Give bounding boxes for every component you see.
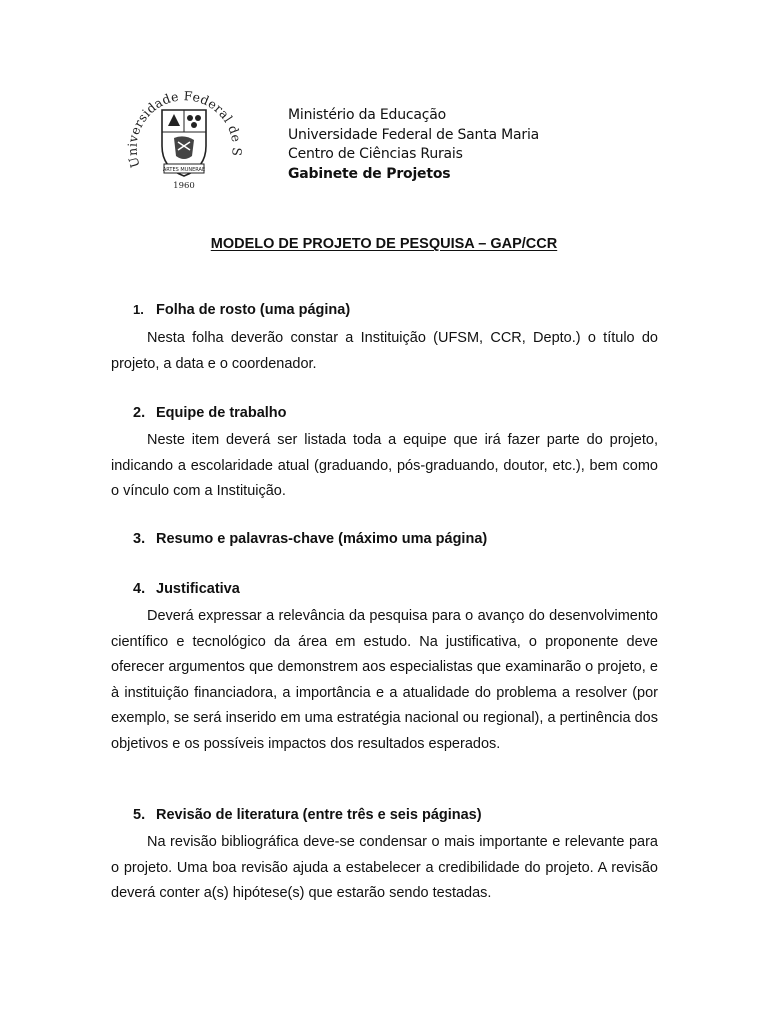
university-seal-logo — [118, 84, 250, 196]
section-3-heading — [133, 531, 487, 547]
section-3-number: 3. — [133, 531, 146, 547]
seal-banner-text: ARTES MUNERAE — [162, 167, 206, 173]
institution-header — [288, 106, 539, 184]
seal-year: 1960 — [173, 181, 195, 191]
section-5-heading — [133, 807, 482, 823]
section-2-title: Equipe de trabalho — [156, 405, 287, 421]
document-title: MODELO DE PROJETO DE PESQUISA – GAP/CCR — [210, 236, 558, 252]
department-line: Gabinete de Projetos — [288, 165, 451, 182]
section-5-number: 5. — [133, 807, 146, 823]
seal-ring-text: Universidade Federal de S — [124, 88, 245, 170]
section-4-title: Justificativa — [156, 581, 240, 597]
section-2-heading — [133, 405, 287, 421]
section-3-title: Resumo e palavras-chave (máximo uma página) — [156, 531, 488, 547]
ministry-line: Ministério da Educação — [288, 107, 447, 123]
section-1-body: Nesta folha deverão constar a Instituição (UFSM, CCR, Depto.) o título do projeto, a data e o coordenador. — [111, 330, 658, 372]
section-1-title: Folha de rosto (uma página) — [156, 302, 351, 318]
section-5-body: Na revisão bibliográfica deve-se condensar o mais importante e relevante para o projeto. Uma boa revisão ajuda a estabelecer a credibilidade do projeto. A revisão deverá conter a(s) hipótese(s) que estarão sendo testadas. — [111, 834, 658, 901]
section-4-body: Deverá expressar a relevância da pesquisa para o avanço do desenvolvimento científico e tecnológico da área em estudo. Na justificativa, o proponente deve oferecer argumentos que demonstrem aos especialistas que examinarão o projeto, e à instituição financiadora, a importância e a atualidade do problema a resolver (por exemplo, se será inserido em uma estratégia nacional ou regional), a pertinência dos objetivos e os possíveis impactos dos resultados esperados. — [111, 608, 658, 752]
section-1-heading — [133, 302, 350, 318]
center-line: Centro de Ciências Rurais — [288, 146, 463, 163]
university-line: Universidade Federal de Santa Maria — [288, 126, 540, 143]
section-2-body: Neste item deverá ser listada toda a equipe que irá fazer parte do projeto, indicando a escolaridade atual (graduando, pós-graduando, doutor, etc.), bem como o vínculo com a Instituição. — [111, 432, 658, 499]
section-2-number: 2. — [133, 405, 146, 421]
section-1-number: 1. — [133, 302, 144, 317]
section-4-heading — [133, 581, 240, 597]
section-5-title: Revisão de literatura (entre três e seis páginas) — [156, 807, 482, 823]
section-4-number: 4. — [133, 581, 146, 597]
